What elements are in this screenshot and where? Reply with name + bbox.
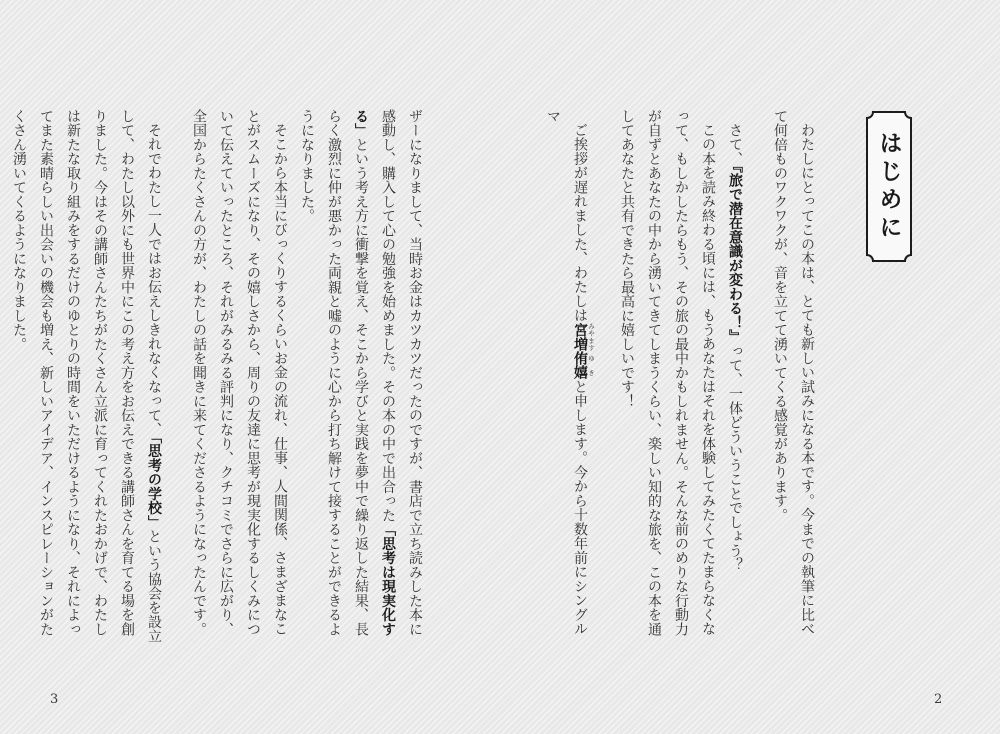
paragraph — [766, 109, 820, 649]
body-run: という考え方に衝撃を覚え、そこから学びと実践を夢中で繰り返した結果、長らく激烈に仲が悪かった両親と嘘のように心から打ち解けて接することができるようになりました。 — [299, 109, 369, 637]
paragraph — [539, 109, 595, 649]
left-page-text — [11, 109, 428, 649]
emphasis-text — [572, 351, 595, 380]
ruby-base: 宮増 — [572, 322, 588, 351]
paragraph — [293, 109, 428, 649]
body-run: それでわたし一人ではお伝えしきれなくなって、 — [146, 123, 162, 437]
ruby-base: 侑嬉 — [572, 351, 588, 380]
body-run: ザーになりまして、当時お金はカツカツだったのですが、書店で立ち読みした本に感動し、購入して心の勉強を始めました。その本の中で出合った — [380, 109, 423, 637]
emphasis-text — [572, 322, 595, 352]
body-run: この本を読み終わる頃には、もうあなたはそれを体験してみたくてたまらなくなって、もしかしたらもう、その旅の最中かもしれません。そんな前のめりな行動力が自ずとあなたの中から湧いてきてしまうくらい、楽しい知的な旅を、この本を通してあなたと共有できたら最高に嬉しいです！ — [619, 109, 716, 637]
paragraph — [5, 109, 167, 649]
paragraph — [185, 109, 293, 649]
emphasis-text: 『旅で潜在意識が変わる！』 — [727, 165, 743, 344]
body-run: わたしにとってこの本は、とても新しい試みになる本です。今までの執筆に比べて何倍ものワクワクが、音を立てて湧いてくる感覚があります。 — [772, 109, 815, 636]
body-run: さて、 — [727, 123, 743, 166]
paragraph — [721, 109, 748, 649]
ruby-furigana: ゆき — [587, 351, 595, 380]
ruby-furigana: みやます — [587, 322, 595, 351]
body-run: ご挨拶が遅れました、わたしは — [572, 123, 588, 323]
paragraph — [613, 109, 721, 649]
page-number-left: 3 — [50, 692, 59, 707]
body-run: そこから本当にびっくりするくらいお金の流れ、仕事、人間関係、さまざまなことがスムーズになり、その嬉しさから、周りの友達に思考が現実化するしくみについて伝えていったところ、それがみるみる評判になり、クチコミでさらに広がり、全国からたくさんの方が、わたしの話を聞きに来てくださるようになったんです。 — [191, 109, 288, 637]
chapter-title: はじめに — [875, 130, 903, 243]
right-page-text — [545, 109, 820, 649]
body-run: って、一体どういうことでしょう？ — [727, 344, 743, 572]
chapter-title-box — [866, 111, 912, 262]
emphasis-text: 「思考の学校」 — [146, 436, 162, 530]
page-number-right: 2 — [934, 692, 943, 707]
emphasis-text: 「思考は現実化する」 — [353, 109, 396, 637]
body-run: という協会を設立して、わたし以外にも世界中にこの考え方をお伝えできる講師さんを育てる場を創りました。今はその講師さんたちがたくさん立派に育ってくれたおかげで、わたしは新たな取り組みをするだけのゆとりの時間をいただけるようになり、それによってまた素晴らしい出会いの機会も増え、新しいアイデア、インスピレーションがたくさん湧いてくるようになりました。 — [11, 109, 162, 644]
body-run: と申します。今から十数年前にシングルマ — [545, 109, 588, 636]
